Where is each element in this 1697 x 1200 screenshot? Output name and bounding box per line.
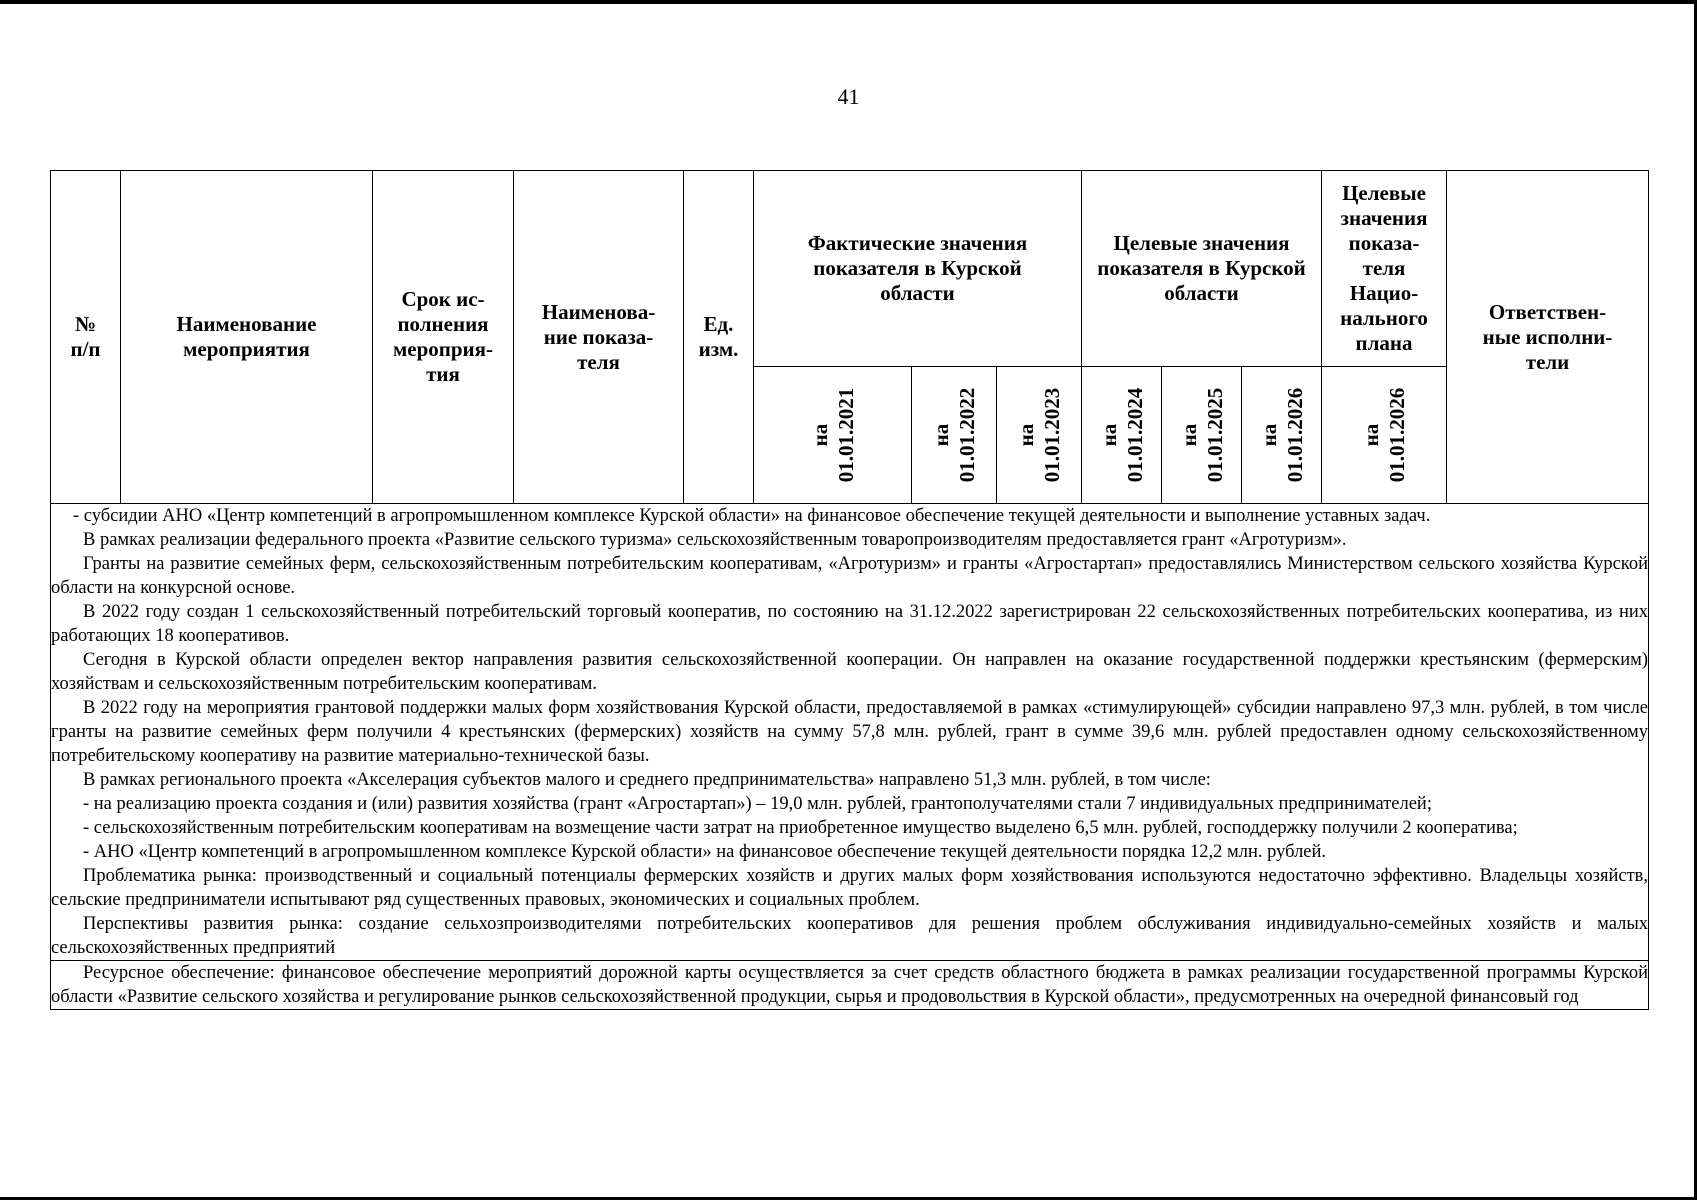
body-paragraph: Сегодня в Курской области определен вектор направления развития сельскохозяйственной кооперации. Он направлен на оказание государственной поддержки крестьянским (фермерским) хозяйствам и сельскохозяйственным потребительским кооперативам. [51, 650, 1649, 694]
body-text-cell [51, 504, 1649, 961]
body-paragraph: - на реализацию проекта создания и (или) развития хозяйства (грант «Агростартап») – 19,0 млн. рублей, грантополучателями стали 7 индивидуальных предпринимателей; [83, 794, 1432, 814]
body-paragraph: Проблематика рынка: производственный и социальный потенциалы фермерских хозяйств и других малых форм хозяйствования используются недостаточно эффективно. Владельцы хозяйств, сельские предприниматели испытывают ряд существенных правовых, экономических и социальных проблем. [51, 866, 1649, 910]
header-actual-values: Фактические значения показателя в Курской области [754, 171, 1082, 367]
body-paragraph: В рамках регионального проекта «Акселерация субъектов малого и среднего предпринимательства» направлено 51,3 млн. рублей, в том числе: [83, 770, 1211, 790]
body-paragraph: - сельскохозяйственным потребительским кооперативам на возмещение части затрат на приобретенное имущество выделено 6,5 млн. рублей, господдержку получили 2 кооператива; [83, 818, 1518, 838]
header-national-plan: Целевые значения показа- теля Нацио- нального плана [1322, 171, 1447, 367]
date-col-2024: на 01.01.2024 [1082, 367, 1162, 504]
resources-row [51, 961, 1649, 1010]
body-paragraph: Гранты на развитие семейных ферм, сельскохозяйственным потребительским кооперативам, «Агротуризм» и гранты «Агростартап» предоставлялись Министерством сельского хозяйства Курской области на конкурсной основе. [51, 554, 1649, 598]
page-number: 41 [837, 84, 860, 109]
resources-cell [51, 961, 1649, 1010]
body-paragraph: В 2022 году создан 1 сельскохозяйственный потребительский торговый кооператив, по состоянию на 31.12.2022 зарегистрирован 22 сельскохозяйственных потребительских кооператива, из них работающих 18 кооперативов. [51, 602, 1649, 646]
body-paragraph: Перспективы развития рынка: создание сельхозпроизводителями потребительских кооперативов для решения проблем обслуживания индивидуально-семейных хозяйств и малых сельскохозяйственных предприятий [51, 914, 1649, 958]
resources-paragraph: Ресурсное обеспечение: финансовое обеспечение мероприятий дорожной карты осуществляется за счет средств областного бюджета в рамках реализации государственной программы Курской области «Развитие сельского хозяйства и регулирование рынков сельскохозяйственной продукции, сырья и продовольствия в Курской области», предусмотренных на очередной финансовый год [51, 963, 1649, 1007]
body-paragraph: В рамках реализации федерального проекта «Развитие сельского туризма» сельскохозяйственным товаропроизводителям предоставляется грант «Агротуризм». [83, 530, 1347, 550]
header-num: № п/п [51, 171, 121, 504]
header-event-name: Наименование мероприятия [121, 171, 373, 504]
body-paragraph: - субсидии АНО «Центр компетенций в агропромышленном комплексе Курской области» на финансовое обеспечение текущей деятельности и выполнение уставных задач. [73, 506, 1431, 526]
header-unit: Ед. изм. [684, 171, 754, 504]
date-col-2025: на 01.01.2025 [1162, 367, 1242, 504]
date-col-2022: на 01.01.2022 [912, 367, 997, 504]
header-row-1 [51, 171, 1649, 367]
date-col-2021: на 01.01.2021 [754, 367, 912, 504]
date-col-2026: на 01.01.2026 [1242, 367, 1322, 504]
date-col-2023: на 01.01.2023 [997, 367, 1082, 504]
body-row [51, 504, 1649, 961]
roadmap-table [50, 170, 1649, 1010]
header-target-values: Целевые значения показателя в Курской области [1082, 171, 1322, 367]
header-deadline: Срок ис- полнения мероприя- тия [373, 171, 514, 504]
scan-border-top [0, 0, 1697, 4]
header-responsible: Ответствен- ные исполни- тели [1447, 171, 1649, 504]
body-paragraph: - АНО «Центр компетенций в агропромышленном комплексе Курской области» на финансовое обеспечение текущей деятельности порядка 12,2 млн. рублей. [83, 842, 1327, 862]
date-col-national-2026: на 01.01.2026 [1322, 367, 1447, 504]
header-indicator-name: Наименова- ние показа- теля [514, 171, 684, 504]
body-paragraph: В 2022 году на мероприятия грантовой поддержки малых форм хозяйствования Курской области, предоставляемой в рамках «стимулирующей» субсидии направлено 97,3 млн. рублей, в том числе гранты на развитие семейных ферм получили 4 крестьянских (фермерских) хозяйств на сумму 57,8 млн. рублей, грант в сумме 39,6 млн. рублей предоставлен одному сельскохозяйственному потребительскому кооперативу на развитие материально-технической базы. [51, 698, 1649, 766]
